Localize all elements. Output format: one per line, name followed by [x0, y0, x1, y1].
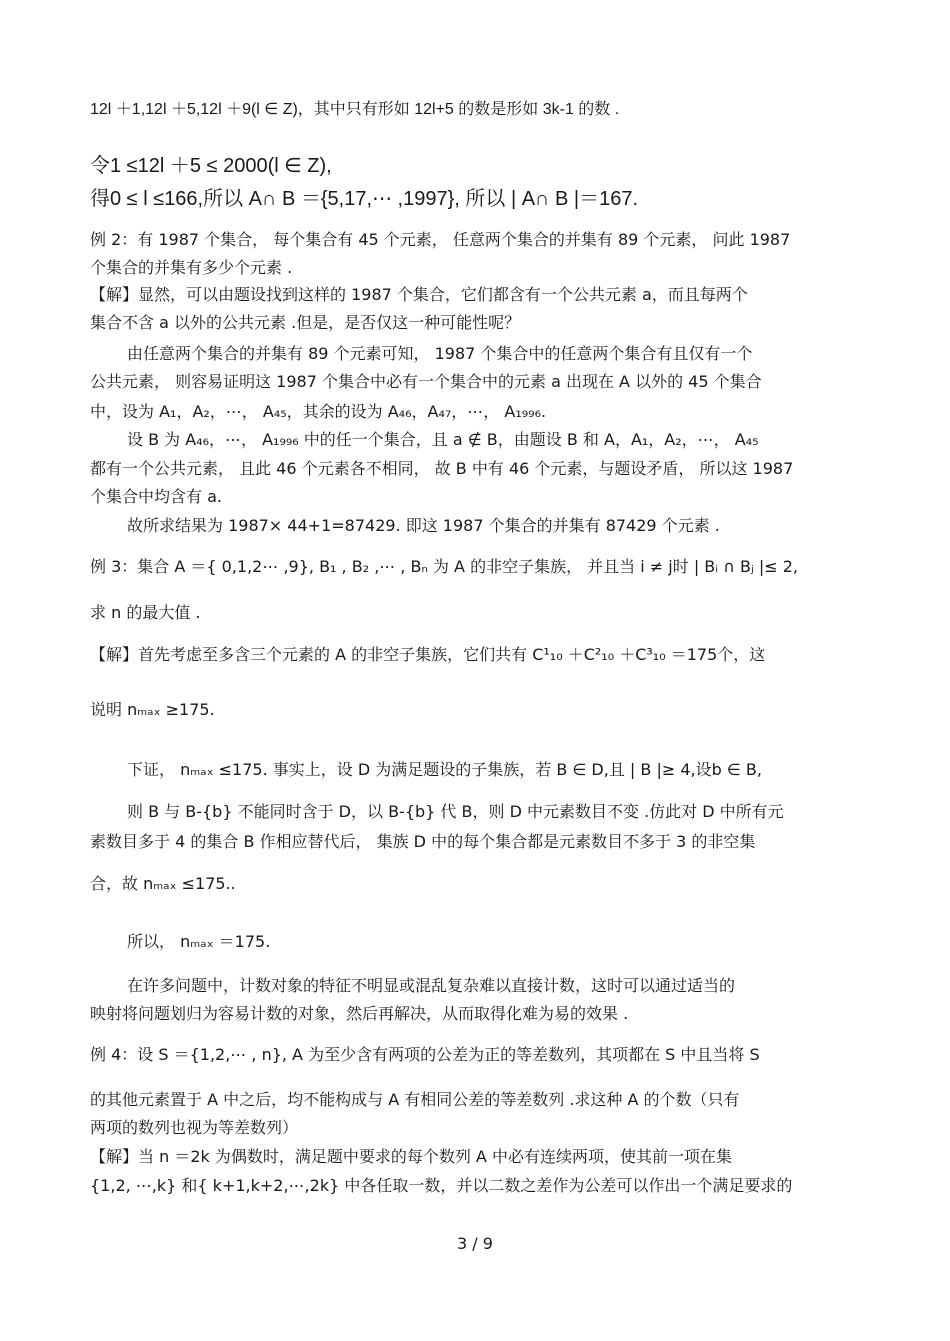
text-line-1: 12l ＋1,12l ＋5,12l ＋9(l ∈ Z)，其中只有形如 12l+5 的数是形如 3k-1 的数 . [90, 101, 620, 118]
text-line-19: 下证， nₘₐₓ ≤175. 事实上，设 D 为满足题设的子集族，若 B ∈ D,且 | B |≥ 4,设b ∈ B, [127, 760, 762, 779]
text-line-4: 例 2：有 1987 个集合， 每个集合有 45 个元素， 任意两个集合的并集有 89 个元素， 问此 1987 [90, 230, 791, 249]
text-line-9: 公共元素， 则容易证明这 1987 个集合中必有一个集合中的元素 a 出现在 A 以外的 45 个集合 [90, 372, 762, 391]
page-number: 3 / 9 [457, 1234, 493, 1253]
text-line-13: 个集合中均含有 a. [90, 487, 222, 506]
text-line-24: 在许多问题中，计数对象的特征不明显或混乱复杂难以直接计数，这时可以通过适当的 [127, 976, 736, 995]
text-line-26: 例 4：设 S ＝{1,2,⋯ , n}, A 为至少含有两项的公差为正的等差数列，其项都在 S 中且当将 S [90, 1045, 760, 1064]
text-line-15: 例 3：集合 A ＝{ 0,1,2⋯ ,9}, B₁ , B₂ ,⋯ , Bₙ 为 A 的非空子集族， 并且当 i ≠ j时 | Bᵢ ∩ Bⱼ |≤ 2, [90, 557, 799, 576]
text-line-30: {1,2, ⋯,k} 和{ k+1,k+2,⋯,2k} 中各任取一数，并以二数之差作为公差可以作出一个满足要求的 [90, 1176, 793, 1195]
formula-line-2: 令1 ≤12l ＋5 ≤ 2000(l ∈ Z), [90, 155, 332, 177]
text-line-27: 的其他元素置于 A 中之后，均不能构成与 A 有相同公差的等差数列 .求这种 A 的个数（只有 [90, 1090, 740, 1109]
text-line-28: 两项的数列也视为等差数列） [90, 1118, 299, 1137]
text-line-16: 求 n 的最大值 . [90, 603, 201, 622]
text-line-8: 由任意两个集合的并集有 89 个元素可知， 1987 个集合中的任意两个集合有且仅有一个 [127, 344, 753, 363]
text-line-6: 【解】显然，可以由题设找到这样的 1987 个集合，它们都含有一个公共元素 a，而且每两个 [90, 285, 748, 304]
text-line-29: 【解】当 n ＝2k 为偶数时，满足题中要求的每个数列 A 中必有连续两项，使其前一项在集 [90, 1147, 732, 1166]
text-line-14: 故所求结果为 1987× 44+1=87429. 即这 1987 个集合的并集有 87429 个元素 . [127, 516, 720, 535]
text-line-12: 都有一个公共元素， 且此 46 个元素各不相同， 故 B 中有 46 个元素，与题设矛盾， 所以这 1987 [90, 459, 794, 478]
text-line-11: 设 B 为 A₄₆，⋯， A₁₉₉₆ 中的任一个集合，且 a ∉ B，由题设 B 和 A，A₁，A₂，⋯， A₄₅ [127, 430, 759, 449]
text-line-18: 说明 nₘₐₓ ≥175. [90, 700, 215, 719]
text-line-23: 所以， nₘₐₓ ＝175. [127, 932, 271, 951]
text-line-25: 映射将问题划归为容易计数的对象，然后再解决，从而取得化难为易的效果 . [90, 1004, 629, 1023]
text-line-7: 集合不含 a 以外的公共元素 .但是，是否仅这一种可能性呢？ [90, 313, 521, 332]
text-line-22: 合，故 nₘₐₓ ≤175.. [90, 874, 236, 893]
text-line-21: 素数目多于 4 的集合 B 作相应替代后， 集族 D 中的每个集合都是元素数目不多于 3 的非空集 [90, 832, 756, 851]
formula-line-3: 得0 ≤ l ≤166,所以 A∩ B ＝{5,17,⋯ ,1997}, 所以 | A∩ B |＝167. [90, 188, 638, 210]
text-line-10: 中，设为 A₁，A₂，⋯， A₄₅，其余的设为 A₄₆，A₄₇，⋯， A₁₉₉₆. [90, 402, 547, 421]
text-line-20: 则 B 与 B-{b} 不能同时含于 D，以 B-{b} 代 B，则 D 中元素数目不变 .仿此对 D 中所有元 [127, 802, 784, 821]
text-line-17: 【解】首先考虑至多含三个元素的 A 的非空子集族，它们共有 C¹₁₀ ＋C²₁₀ ＋C³₁₀ ＝175个，这 [90, 645, 766, 664]
text-line-5: 个集合的并集有多少个元素 . [90, 258, 293, 277]
